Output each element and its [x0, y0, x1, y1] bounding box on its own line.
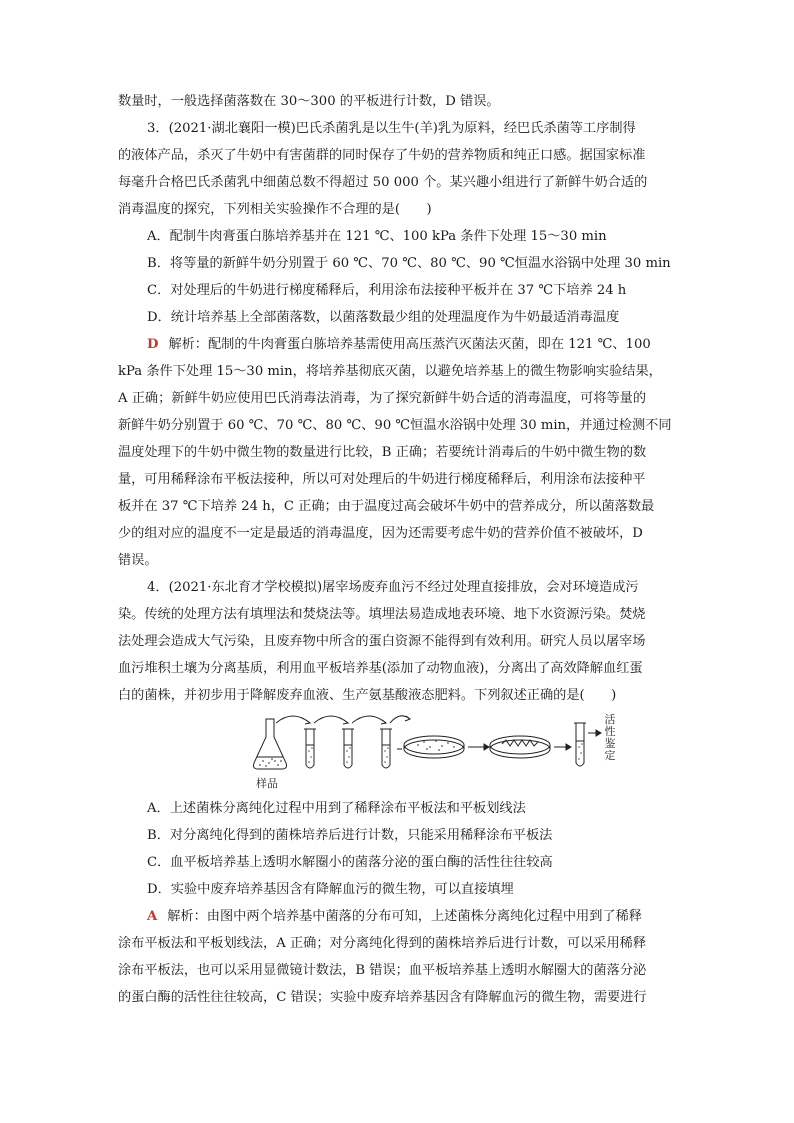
continuation-line: 数量时，一般选择菌落数在 30～300 的平板进行计数，D 错误。 [118, 94, 500, 109]
q3-stem-line: 3．(2021·湖北襄阳一模)巴氏杀菌乳是以生牛(羊)乳为原料，经巴氏杀菌等工序制得 [147, 121, 636, 136]
q3-analysis-line: 少的组对应的温度不一定是最适的消毒温度，因为还需要考虑牛奶的营养价值不被破坏，D [118, 526, 643, 541]
question-4 [118, 574, 678, 1011]
q4-analysis-text: 解析：由图中两个培养基中菌落的分布可知，上述菌株分离纯化过程中用到了稀释 [167, 909, 642, 924]
streak-plate-icon [490, 736, 550, 758]
q3-stem-line: 的液体产品，杀灭了牛奶中有害菌群的同时保存了牛奶的营养物质和纯正口感。据国家标准 [118, 148, 646, 163]
q3-option-a: A．配制牛肉膏蛋白胨培养基并在 121 ℃、100 kPa 条件下处理 15～30 min [147, 229, 607, 244]
q4-analysis-line: 的蛋白酶的活性往往较高，C 错误；实验中废弃培养基因含有降解血污的微生物，需要进行 [118, 990, 647, 1005]
activity-char: 定 [604, 749, 616, 762]
q4-option-c: C．血平板培养基上透明水解圈小的菌落分泌的蛋白酶的活性往往较高 [147, 855, 553, 870]
sample-label: 样品 [256, 777, 278, 790]
isolation-diagram [118, 711, 678, 791]
transfer-arrows [276, 716, 410, 724]
arrow-icon [554, 744, 571, 750]
flask-icon [254, 719, 287, 769]
test-tube-icon [574, 723, 586, 766]
activity-char: 鉴 [604, 737, 616, 750]
q3-option-b: B．将等量的新鲜牛奶分别置于 60 ℃、70 ℃、80 ℃、90 ℃恒温水浴锅中处理 30 min [147, 256, 671, 271]
q4-answer-letter: A [147, 909, 158, 924]
q4-stem-line: 血污堆积土壤为分离基质，利用血平板培养基(添加了动物血液)，分离出了高效降解血红蛋 [118, 661, 643, 676]
q4-stem-line: 4．(2021·东北育才学校模拟)屠宰场废弃血污不经过处理直接排放，会对环境造成污 [147, 580, 639, 595]
q3-option-c: C．对处理后的牛奶进行梯度稀释后，利用涂布法接种平板并在 37 ℃下培养 24 h [147, 283, 627, 298]
q4-stem-line: 白的菌株，并初步用于降解废弃血液、生产氨基酸液态肥料。下列叙述正确的是( ) [118, 688, 617, 703]
q4-option-b: B．对分离纯化得到的菌株培养后进行计数，只能采用稀释涂布平板法 [147, 828, 553, 843]
activity-char: 性 [604, 725, 616, 738]
q4-option-a: A．上述菌株分离纯化过程中用到了稀释涂布平板法和平板划线法 [147, 801, 526, 816]
q3-analysis-line: 温度处理下的牛奶中微生物的数量进行比较，B 正确；若要统计消毒后的牛奶中微生物的数 [118, 445, 647, 460]
isolation-diagram-svg [118, 711, 678, 791]
document-page [118, 88, 678, 1011]
q3-analysis-line: 新鲜牛奶分别置于 60 ℃、70 ℃、80 ℃、90 ℃恒温水浴锅中处理 30 min，并通过检测不同 [118, 418, 672, 433]
q3-analysis-line: 板并在 37 ℃下培养 24 h，C 正确；由于温度过高会破坏牛奶中的营养成分，所以菌落数最 [118, 499, 655, 514]
arrow-icon [588, 730, 601, 736]
q3-analysis-line: 量，可用稀释涂布平板法接种，所以可对处理后的牛奶进行梯度稀释后，利用涂布法接种平 [118, 472, 646, 487]
q4-option-d: D．实验中废弃培养基因含有降解血污的微生物，可以直接填埋 [147, 882, 514, 897]
q3-analysis-text: 解析：配制的牛肉膏蛋白胨培养基需使用高压蒸汽灭菌法灭菌，即在 121 ℃、100 [168, 337, 651, 352]
activity-assay-label [604, 714, 616, 762]
q4-analysis-line: 涂布平板法，也可以采用显微镜计数法，B 错误；血平板培养基上透明水解圈大的菌落分泌 [118, 963, 647, 978]
q4-analysis-first [118, 903, 678, 930]
q3-analysis-line: 错误。 [118, 553, 158, 568]
q3-analysis-first [118, 331, 678, 358]
activity-char: 活 [604, 713, 616, 726]
q3-analysis-line: kPa 条件下处理 15～30 min，将培养基彻底灭菌，以避免培养基上的微生物影响实验结果， [118, 364, 662, 379]
q3-answer-letter: D [147, 337, 159, 352]
test-tube-icon [342, 729, 354, 768]
arrow-icon [468, 744, 489, 750]
q3-stem-line: 每毫升合格巴氏杀菌乳中细菌总数不得超过 50 000 个。某兴趣小组进行了新鲜牛奶合适的 [118, 175, 648, 190]
test-tube-icon [380, 729, 392, 768]
q4-analysis-line: 涂布平板法和平板划线法，A 正确；对分离纯化得到的菌株培养后进行计数，可以采用稀释 [118, 936, 647, 951]
q3-option-d: D．统计培养基上全部菌落数，以菌落数最少组的处理温度作为牛奶最适消毒温度 [147, 310, 620, 325]
q4-stem-line: 法处理会造成大气污染，且废弃物中所含的蛋白资源不能得到有效利用。研究人员以屠宰场 [118, 634, 646, 649]
q3-analysis-line: A 正确；新鲜牛奶应使用巴氏消毒法消毒，为了探究新鲜牛奶合适的消毒温度，可将等量的 [118, 391, 647, 406]
q4-stem-line: 染。传统的处理方法有填埋法和焚烧法等。填埋法易造成地表环境、地下水资源污染。焚烧 [118, 607, 646, 622]
test-tube-icon [304, 729, 316, 768]
q3-stem-line: 消毒温度的探究，下列相关实验操作不合理的是( ) [118, 202, 432, 217]
question-3 [118, 115, 678, 574]
spread-plate-icon [404, 736, 464, 758]
